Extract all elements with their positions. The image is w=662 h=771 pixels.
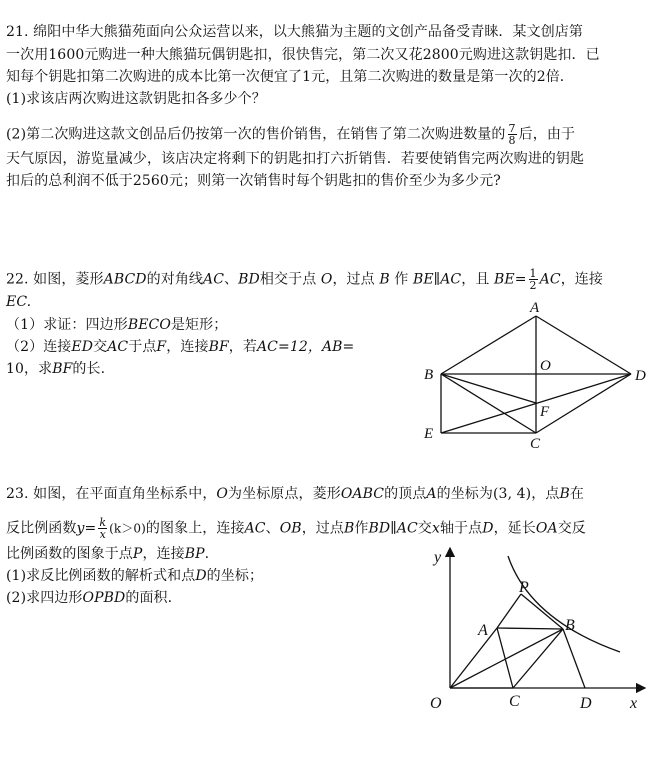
q23-line3 [6,544,209,564]
label-o: O [430,695,442,712]
segment-pb [521,594,563,629]
q23-oabc: OABC [340,486,385,502]
q22-text: ，连接 [560,271,603,288]
q22-f: F [156,339,167,355]
q21-part2-line [6,123,575,146]
hyperbola-curve [508,556,620,652]
q23-o: O [216,486,228,502]
q23-text: ，点 [531,486,560,502]
fraction-numerator: k [99,516,107,529]
q22-ac: AC [107,339,129,355]
fraction-denominator: 8 [508,134,516,147]
q22-bf: BF [208,339,229,355]
q23-text: 的面积. [125,590,173,606]
q23-text: ，延长 [493,520,536,537]
q22-ec-text: EC. [6,294,32,310]
label-a: A [478,622,488,639]
q23-cond: (k＞0) [109,521,146,536]
segment-oa [450,628,497,688]
q23-p: P [132,546,143,562]
q23-bd-parallel-ac: BD∥AC [368,520,418,537]
q23-text: 、 [265,520,280,537]
q22-text: 的长. [72,361,106,377]
q23-text: 的图象上，连接 [145,520,245,537]
q22-text: 相交于点 [259,271,317,288]
q23-coordinate-figure [420,540,656,768]
segment-ap [497,594,521,628]
fraction-k-over-x [98,517,107,540]
segment-bc [441,374,536,433]
label-p: P [519,579,529,596]
q22-abcd: ABCD [103,271,147,288]
q23-text: 23. 如图，在平面直角坐标系中， [6,486,217,502]
segment-bd [563,629,585,688]
q22-ab-eq: AB= [321,339,355,355]
segment-ac [497,628,513,688]
q23-bp: BP [184,546,205,562]
q22-beco: BECO [127,317,171,333]
q23-coord: (3, 4) [493,486,532,502]
q22-ec [6,292,31,312]
q23-text: 交 [417,520,432,537]
q22-text: 交 [93,339,108,355]
q23-text: 轴于点 [439,520,483,537]
q23-opbd: OPBD [82,590,126,606]
q22-text: 22. 如图，菱形 [6,271,104,288]
q23-x: x [431,520,440,537]
q22-part2-cont [6,359,105,379]
q23-ob: OB [279,520,302,537]
q21-line1: 21. 绵阳中华大熊猫苑面向公众运营以来，以大熊猫为主题的文创产品备受青睐．某文创店第 [6,24,584,40]
q22-text: （2）连接 [6,339,72,355]
q23-text: . [204,546,210,562]
q23-b: B [559,486,570,502]
label-y: y [434,549,442,566]
q23-text: 交反 [557,520,586,537]
q21-line6: 扣后的总利润不低于2560元；则第一次销售时每个钥匙扣的售价至少为多少元? [6,173,501,189]
q23-d: D [482,520,494,537]
q22-text: 10，求 [6,361,53,377]
label-c: C [530,436,541,452]
q22-text: ，连接 [166,339,209,355]
q21-line3: 知每个钥匙扣第二次购进的成本比第一次便宜了1元，且第二次购进的数量是第一次的2倍． [6,69,574,85]
segment-dc [536,374,631,433]
segment-cb [513,629,563,688]
q22-text: 于点 [128,339,157,355]
q23-part1 [6,566,263,586]
label-x: x [630,695,638,712]
q22-text: （1）求证：四边形 [6,317,128,333]
q23-text: 为坐标原点，菱形 [228,486,341,502]
q23-line1 [6,484,584,504]
q22-be-parallel-ac: BE∥AC [412,271,462,288]
q22-ac: AC [539,271,561,288]
q23-text: ，过点 [301,520,345,537]
q22-line1 [6,268,603,291]
q23-text: ，连接 [142,546,185,562]
label-e: E [424,426,434,442]
fraction-denominator: x [99,528,106,541]
label-c: C [509,693,520,710]
q22-text: 作 [394,271,409,288]
segment-ab [441,316,536,374]
q22-rhombus-figure [410,296,660,456]
q23-text: (1)求反比例函数的解析式和点 [6,568,196,584]
fraction-denominator: 2 [529,279,537,292]
q21-part1: (1)求该店两次购进这款钥匙扣各多少个？ [6,91,266,107]
fraction-numerator: 7 [508,122,516,135]
q23-text: 反比例函数 [6,520,77,537]
q22-text: 是矩形； [170,317,228,333]
q22-be-eq: BE= [494,271,527,288]
label-d: D [635,368,646,384]
q23-text: (2)求四边形 [6,590,83,606]
segment-bf [441,374,536,403]
q23-text: 在 [569,486,584,502]
label-f: F [540,404,550,420]
fraction-one-half [529,268,538,291]
q22-part2 [6,337,354,357]
q22-text: ，且 [461,271,490,288]
q22-text: 、 [224,271,239,288]
fraction-seven-eighths [508,123,517,146]
q23-text: 的顶点 [384,486,427,502]
q23-text: 的坐标为 [436,486,493,502]
q22-text: ，过点 [332,271,375,288]
q21-part2-a: (2)第二次购进这款文创品后仍按第一次的售价销售，在销售了第二次购进数量的 [6,126,506,143]
q23-text: 的坐标； [206,568,264,584]
q21-part2-b: 后，由于 [518,126,576,143]
label-d: D [580,695,592,712]
q22-text: 的对角线 [146,271,204,288]
q23-a: A [426,486,437,502]
q22-bf: BF [52,361,73,377]
q22-ac: AC [203,271,225,288]
q22-bd: BD [238,271,260,288]
q23-d: D [195,568,207,584]
q23-part2 [6,588,172,608]
segment-ab [497,628,563,629]
q22-ac-eq: AC=12， [256,339,322,355]
segment-ob [450,629,563,688]
q23-oa: OA [535,520,558,537]
q23-text: 作 [354,520,369,537]
q21-line2: 一次用1600元购进一种大熊猫玩偶钥匙扣，很快售完，第二次又花2800元购进这款钥匙扣．已 [6,47,600,63]
q22-text: ，若 [228,339,257,355]
q23-line2 [6,517,586,540]
q22-part1 [6,315,227,335]
q22-ed: ED [71,339,94,355]
q22-b: B [379,271,390,288]
label-b: B [424,367,434,383]
q21-line5: 天气原因，游览量减少，该店决定将剩下的钥匙扣打六折销售．若要使销售完两次购进的钥匙 [6,151,585,167]
fraction-numerator: 1 [529,267,537,280]
q22-o: O [320,271,333,288]
label-b: B [565,617,575,634]
q23-text: 比例函数的图象于点 [6,546,133,562]
q23-func: y= [76,520,97,537]
label-o: O [540,358,551,374]
label-a: A [530,300,540,316]
q23-ac: AC [244,520,266,537]
q23-b: B [344,520,355,537]
